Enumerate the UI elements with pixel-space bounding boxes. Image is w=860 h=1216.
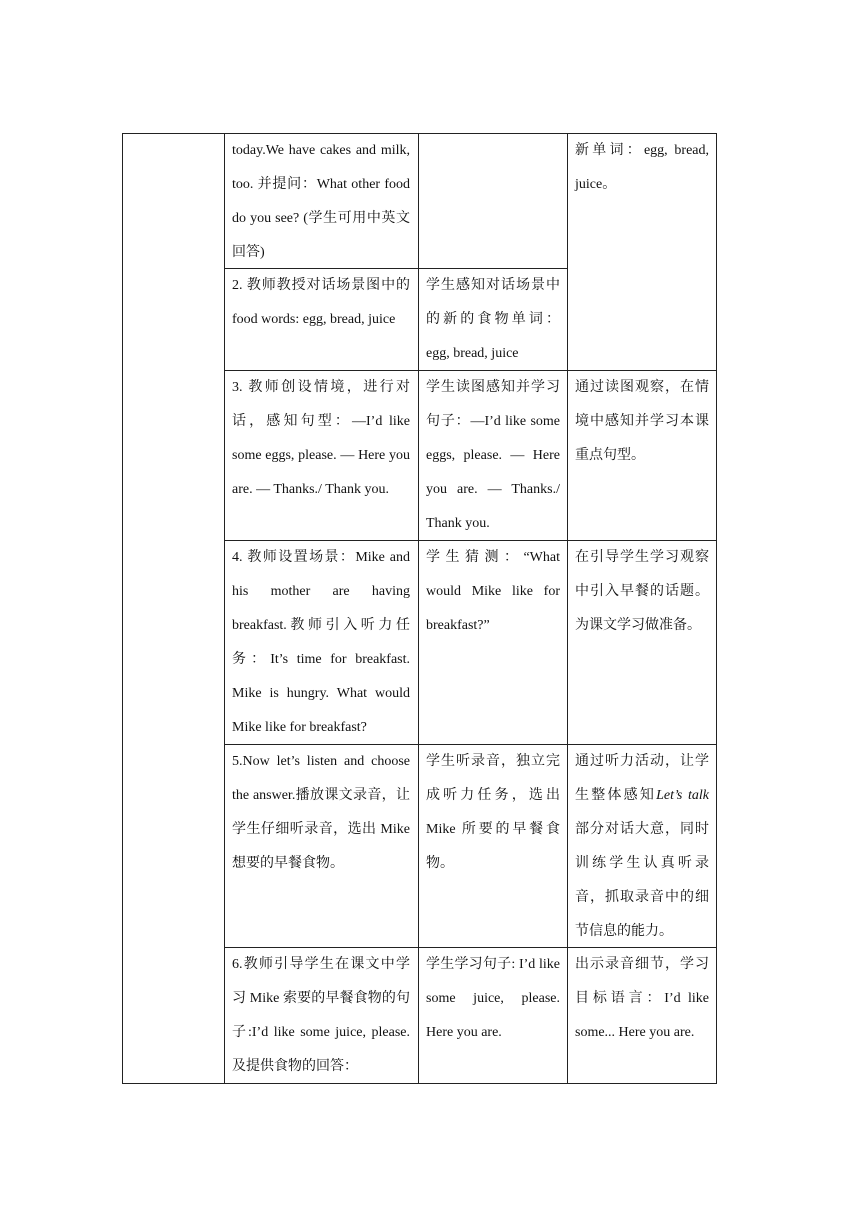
row5-purpose-cell xyxy=(575,745,709,949)
row3-student-text: 学生读图感知并学习句子：—I’d like some eggs, please. — Here you are. — Thanks./ Thank you. xyxy=(426,380,560,531)
row6-student-cell xyxy=(426,948,560,1050)
row5-student-cell xyxy=(426,745,560,881)
row4-purpose-text: 在引导学生学习观察中引入早餐的话题。为课文学习做准备。 xyxy=(575,550,709,633)
table-border-right xyxy=(716,133,717,1083)
row1-purpose-cell xyxy=(575,134,709,202)
row6-activity-cell xyxy=(232,948,410,1084)
lets-talk-italic: Let’s talk xyxy=(656,788,709,803)
row3-student-cell xyxy=(426,371,560,541)
row5-activity-text: 5.Now let’s listen and choose the answer.播放课文录音，让学生仔细听录音，选出 Mike 想要的早餐食物。 xyxy=(232,754,410,871)
row1-activity-cell xyxy=(232,134,410,270)
row4-activity-cell xyxy=(232,541,410,745)
row5-activity-cell xyxy=(232,745,410,881)
table-border-left xyxy=(122,133,123,1083)
row6-purpose-text: 出示录音细节，学习目标语言：I’d like some... Here you are. xyxy=(575,957,709,1040)
row6-purpose-cell xyxy=(575,948,709,1050)
column-divider-1 xyxy=(224,133,225,1083)
row3-purpose-text: 通过读图观察，在情境中感知并学习本课重点句型。 xyxy=(575,380,709,463)
column-divider-2 xyxy=(418,133,419,1083)
row5-purpose-text xyxy=(575,745,709,949)
row5-student-text: 学生听录音，独立完成听力任务，选出 Mike 所要的早餐食物。 xyxy=(426,754,560,871)
row3-purpose-cell xyxy=(575,371,709,473)
row4-student-cell xyxy=(426,541,560,643)
row6-student-text: 学生学习句子: I’d like some juice, please. Here you are. xyxy=(426,957,560,1040)
table-border-bottom xyxy=(122,1083,717,1084)
row2-activity-cell xyxy=(232,269,410,337)
row5-purpose-text-start: 通过听力活动，让学生整体感知 xyxy=(575,754,709,803)
row1-activity-text: today.We have cakes and milk, too. 并提问：What other food do you see? (学生可用中英文回答) xyxy=(232,143,410,260)
column-divider-3 xyxy=(567,133,568,1083)
row5-purpose-text-end: 部分对话大意，同时训练学生认真听录音，抓取录音中的细节信息的能力。 xyxy=(575,822,709,939)
row3-activity-cell xyxy=(232,371,410,507)
row2-activity-text: 2. 教师教授对话场景图中的 food words: egg, bread, juice xyxy=(232,278,410,327)
row1-purpose-text: 新单词：egg, bread, juice。 xyxy=(575,143,709,192)
row6-activity-text: 6.教师引导学生在课文中学习 Mike 索要的早餐食物的句子:I’d like some juice, please.及提供食物的回答： xyxy=(232,957,410,1074)
row4-activity-text: 4. 教师设置场景：Mike and his mother are having breakfast.教师引入听力任务：It’s time for breakfast. Mike is hungry. What would Mike like for breakfast? xyxy=(232,550,410,735)
row3-activity-text: 3. 教师创设情境，进行对话，感知句型：—I’d like some eggs, please. — Here you are. — Thanks./ Thank you. xyxy=(232,380,410,497)
row4-purpose-cell xyxy=(575,541,709,643)
row4-student-text: 学生猜测：“What would Mike like for breakfast?” xyxy=(426,550,560,633)
row2-student-text: 学生感知对话场景中的新的食物单词：egg, bread, juice xyxy=(426,278,560,361)
row2-student-cell xyxy=(426,269,560,371)
